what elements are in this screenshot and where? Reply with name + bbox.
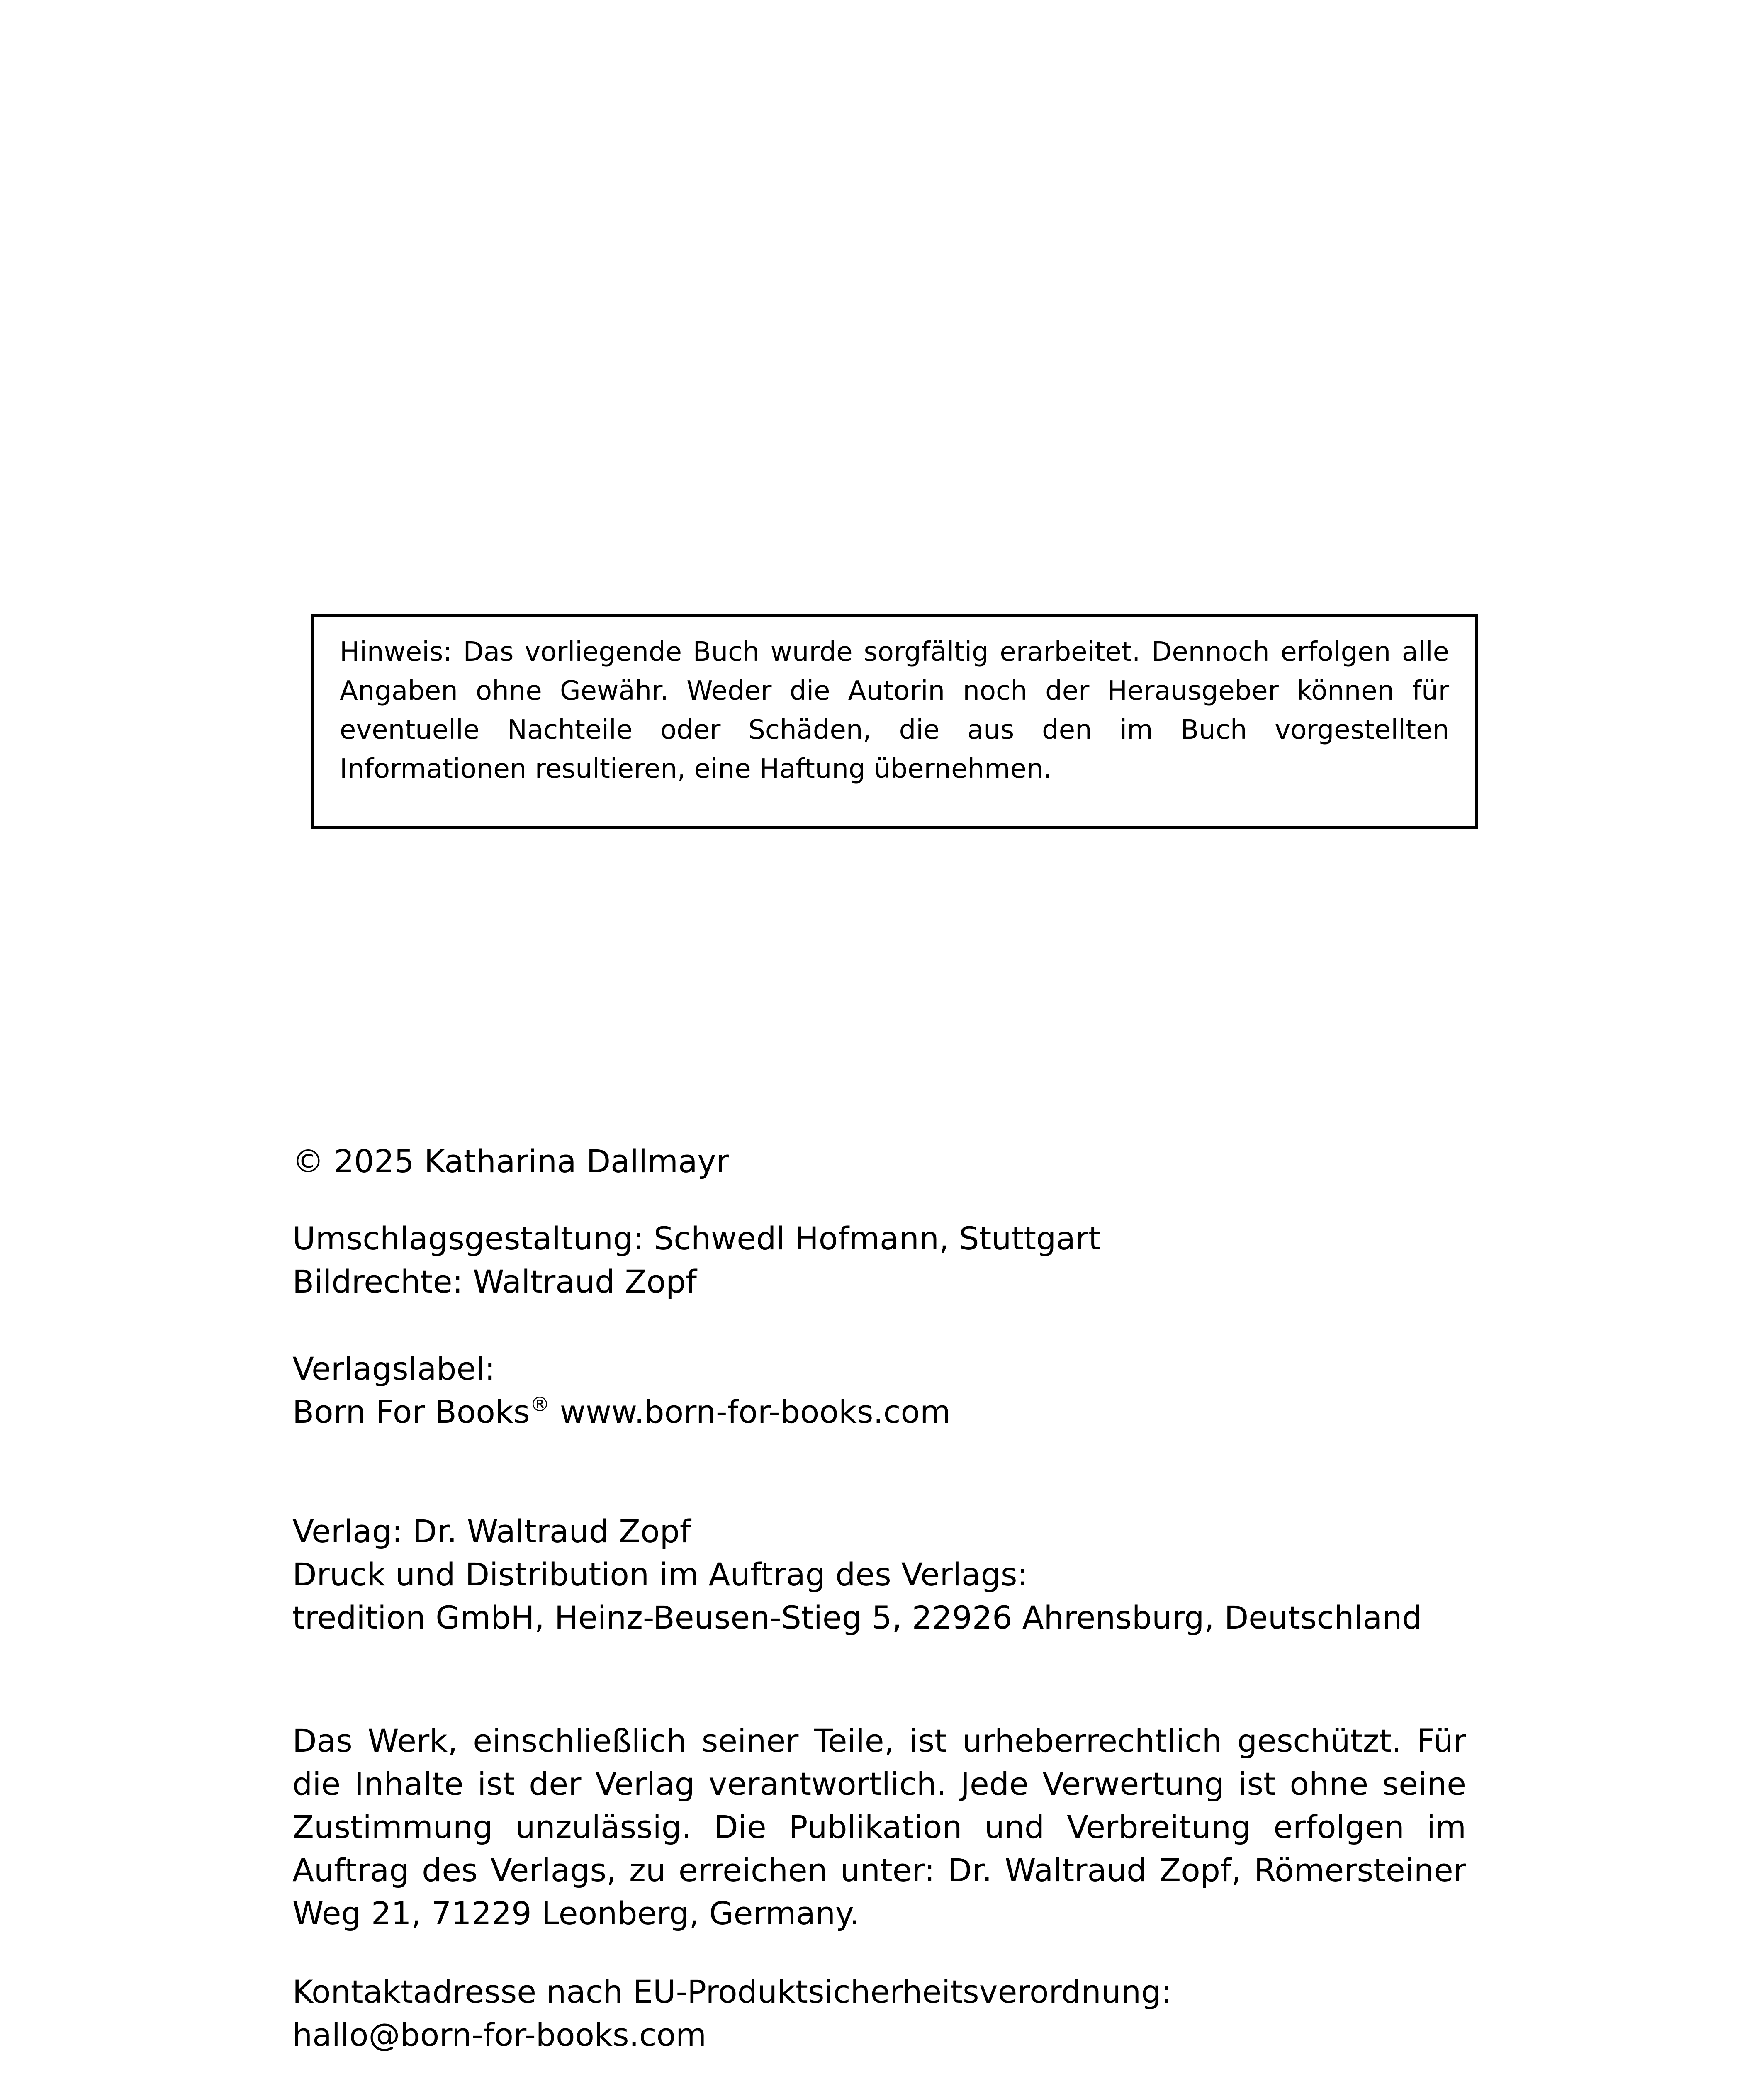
publisher-label-heading: Verlagslabel: bbox=[292, 1350, 496, 1387]
printer-address: tredition GmbH, Heinz-Beusen-Stieg 5, 22926 Ahrensburg, Deutschland bbox=[292, 1599, 1422, 1636]
publisher-label-name: Born For Books bbox=[292, 1393, 530, 1430]
copyright-line: © 2025 Katharina Dallmayr bbox=[292, 1143, 729, 1180]
cover-design-credit: Umschlagsgestaltung: Schwedl Hofmann, Stuttgart bbox=[292, 1220, 1101, 1257]
publisher-website-link[interactable]: www.born-for-books.com bbox=[550, 1393, 951, 1430]
contact-heading: Kontaktadresse nach EU-Produktsicherheitsverordnung: bbox=[292, 1973, 1172, 2010]
registered-mark: ® bbox=[530, 1393, 550, 1416]
disclaimer-text: Hinweis: Das vorliegende Buch wurde sorgfältig erarbeitet. Dennoch erfolgen alle Angaben ohne Gewähr. Weder die Autorin noch der Herausgeber können für eventuelle Nachteile oder Schäden, die aus den im Buch vorgestellten Informationen resultieren, eine Haftung übernehmen. bbox=[340, 637, 1449, 784]
contact-email-link[interactable]: hallo@born-for-books.com bbox=[292, 2016, 707, 2053]
image-rights-credit: Bildrechte: Waltraud Zopf bbox=[292, 1263, 697, 1300]
publisher-name: Verlag: Dr. Waltraud Zopf bbox=[292, 1513, 691, 1550]
print-distribution-line: Druck und Distribution im Auftrag des Verlags: bbox=[292, 1556, 1028, 1593]
rights-paragraph: Das Werk, einschließlich seiner Teile, ist urheberrechtlich geschützt. Für die Inhalte ist der Verlag verantwortlich. Jede Verwertung ist ohne seine Zustimmung unzulässig. Die Publikation und Verbreitung erfolgen im Auftrag des Verlags, zu erreichen unter: Dr. Waltraud Zopf, Römersteiner Weg 21, 71229 Leonberg, Germany. bbox=[292, 1722, 1466, 1932]
disclaimer-box bbox=[311, 614, 1478, 829]
publisher-label-line bbox=[292, 1390, 951, 1434]
